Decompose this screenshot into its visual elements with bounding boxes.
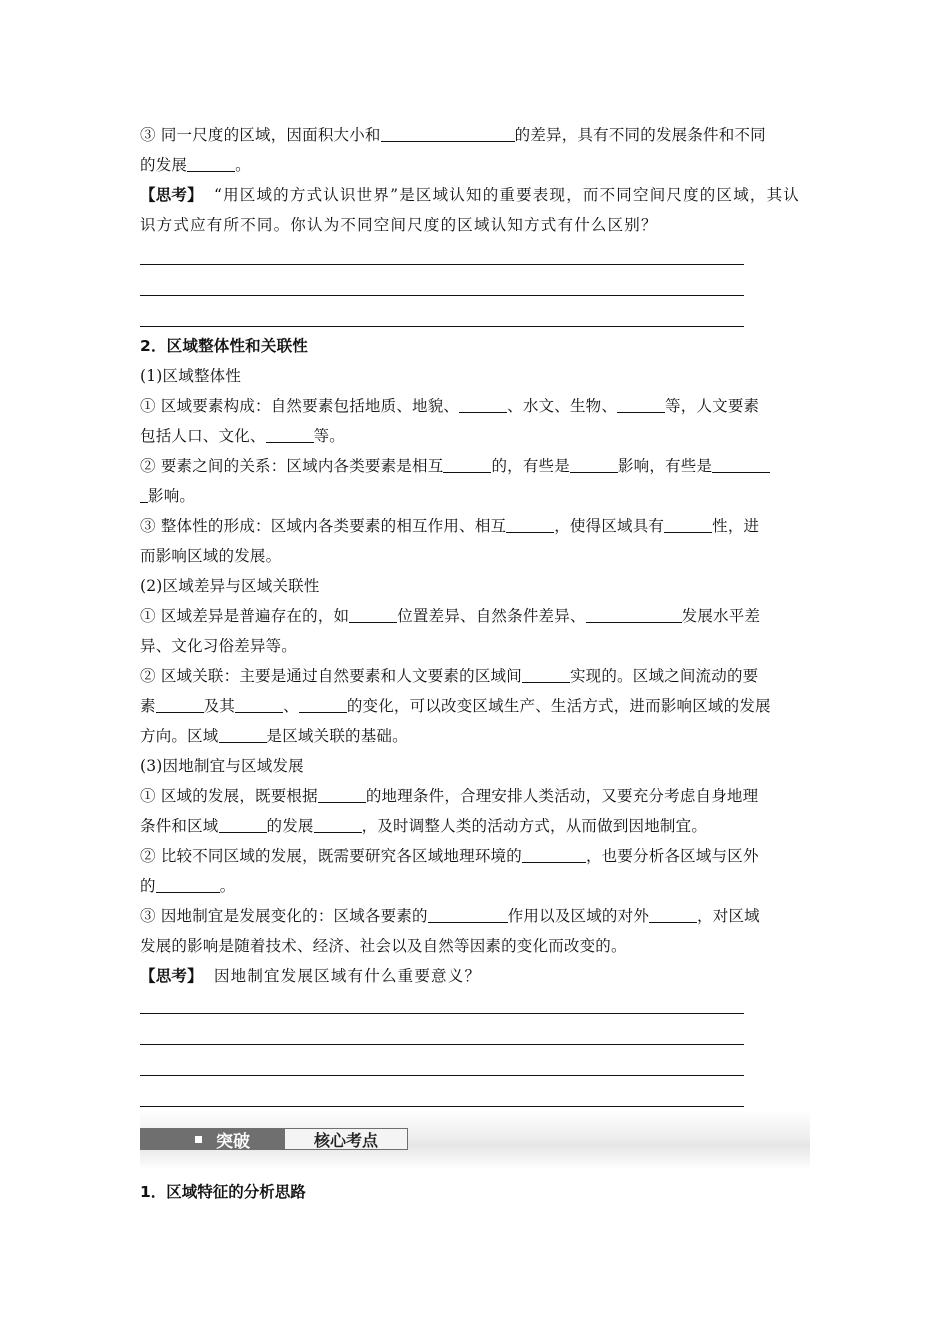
text-line [140, 691, 810, 721]
text: 、水文、生物、 [507, 397, 618, 415]
section-heading: 2．区域整体性和关联性 [140, 337, 308, 355]
text: 的 [140, 877, 156, 895]
text: 等。 [313, 427, 346, 445]
think-question: 识方式应有所不同。你认为不同空间尺度的区域认知方式有什么区别？ [140, 216, 658, 234]
text-line [140, 721, 810, 751]
text: 的变化，可以改变区域生产、生活方式，进而影响区域的发展 [346, 697, 771, 715]
text-line [140, 120, 810, 150]
subsection-heading: (1)区域整体性 [140, 367, 242, 385]
fill-blank [617, 396, 665, 413]
text-line [140, 601, 810, 631]
fill-blank [219, 726, 267, 743]
text-line [140, 661, 810, 691]
text-line [140, 811, 810, 841]
fill-blank [140, 486, 148, 503]
fill-blank [266, 426, 314, 443]
think-label: 【思考】 [140, 186, 203, 204]
fill-blank [219, 816, 267, 833]
text: 影响。 [148, 487, 196, 505]
text-line [140, 841, 810, 871]
fill-blank [459, 396, 507, 413]
text: ② 区域关联：主要是通过自然要素和人文要素的区域间 [140, 667, 522, 685]
text: 是区域关联的基础。 [266, 727, 408, 745]
text: ，及时调整人类的活动方式，从而做到因地制宜。 [361, 817, 708, 835]
subsection-heading: (2)区域差异与区域关联性 [140, 577, 320, 595]
text-line [140, 481, 810, 511]
fill-blank [712, 456, 770, 473]
text-line: 发展的影响是随着技术、经济、社会以及自然等因素的变化而改变的。 [140, 937, 627, 955]
banner-label-light [284, 1128, 408, 1150]
answer-line [140, 296, 744, 327]
text: ③ 整体性的形成：区域内各类要素的相互作用、相互 [140, 517, 507, 535]
text: 的发展 [140, 156, 188, 174]
text: 作用以及区域的对外 [507, 907, 650, 925]
text: 的地理条件，合理安排人类活动，又要充分考虑自身地理 [365, 787, 759, 805]
banner-left-text: 突破 [216, 1131, 250, 1152]
text: ③ 因地制宜是发展变化的：区域各要素的 [140, 907, 428, 925]
banner-bar [140, 1128, 408, 1150]
text-line: 异、文化习俗差异等。 [140, 637, 298, 655]
fill-blank [299, 696, 347, 713]
text: ① 区域要素构成：自然要素包括地质、地貌、 [140, 397, 460, 415]
text: ③ 同一尺度的区域，因面积大小和 [140, 126, 381, 144]
text: ① 区域差异是普遍存在的，如 [140, 607, 350, 625]
fill-blank [522, 666, 570, 683]
text-line: 而影响区域的发展。 [140, 547, 282, 565]
fill-blank [522, 846, 586, 863]
fill-blank [570, 456, 618, 473]
text: ，也要分析各区域与区外 [585, 847, 759, 865]
fill-blank [318, 786, 366, 803]
text: 。 [219, 877, 236, 895]
text: 素 [140, 697, 156, 715]
fill-blank [349, 606, 397, 623]
text: 的差异，具有不同的发展条件和不同 [514, 126, 766, 144]
section-banner [140, 1110, 810, 1170]
text-line [140, 901, 810, 931]
answer-line [140, 1014, 744, 1045]
square-bullet-icon [195, 1136, 202, 1143]
banner-label-dark [140, 1128, 284, 1150]
fill-blank [235, 696, 283, 713]
banner-right-text: 核心考点 [313, 1130, 378, 1150]
think-label: 【思考】 [140, 967, 203, 985]
text-line [140, 391, 810, 421]
text: 。 [235, 156, 251, 174]
section-heading: 1．区域特征的分析思路 [140, 1183, 306, 1201]
text-line [140, 150, 810, 180]
text: ，使得区域具有 [554, 517, 665, 535]
text: 性，进 [712, 517, 760, 535]
text: 发展水平差 [681, 607, 761, 625]
fill-blank [649, 906, 697, 923]
text: 的发展 [266, 817, 314, 835]
text-line [140, 421, 810, 451]
fill-blank [506, 516, 554, 533]
text: ，对区域 [697, 907, 760, 925]
fill-blank [664, 516, 712, 533]
text: 等，人文要素 [665, 397, 760, 415]
fill-blank [443, 456, 491, 473]
fill-blank [314, 816, 362, 833]
fill-blank [156, 696, 204, 713]
document-body [140, 120, 810, 1107]
text-line [140, 451, 810, 481]
text: 方向。区域 [140, 727, 219, 745]
text-line [140, 511, 810, 541]
think-question: “用区域的方式认识世界”是区域认知的重要表现，而不同空间尺度的区域，其认 [213, 186, 801, 204]
think-question: 因地制宜发展区域有什么重要意义？ [213, 967, 482, 985]
answer-line [140, 265, 744, 296]
answer-line [140, 240, 744, 265]
answer-line [140, 1045, 744, 1076]
text: 位置差异、自然条件差异、 [397, 607, 586, 625]
text: 的，有些是 [491, 457, 570, 475]
text: 、 [283, 697, 299, 715]
subsection-heading: (3)因地制宜与区域发展 [140, 757, 304, 775]
text: 条件和区域 [140, 817, 219, 835]
fill-blank [586, 606, 682, 623]
fill-blank [156, 876, 220, 893]
think-line [140, 180, 810, 210]
answer-line [140, 1076, 744, 1107]
text-line [140, 781, 810, 811]
text: 包括人口、文化、 [140, 427, 266, 445]
text-line [140, 871, 810, 901]
text: 影响，有些是 [617, 457, 713, 475]
text: ① 区域的发展，既要根据 [140, 787, 318, 805]
fill-blank [428, 906, 508, 923]
text: ② 要素之间的关系：区域内各类要素是相互 [140, 457, 444, 475]
think-line [140, 961, 810, 991]
fill-blank [381, 125, 515, 142]
answer-line [140, 991, 744, 1014]
text: 及其 [203, 697, 236, 715]
text: ② 比较不同区域的发展，既需要研究各区域地理环境的 [140, 847, 522, 865]
text: 实现的。区域之间流动的要 [569, 667, 759, 685]
think-line [140, 210, 810, 240]
fill-blank [187, 155, 235, 172]
